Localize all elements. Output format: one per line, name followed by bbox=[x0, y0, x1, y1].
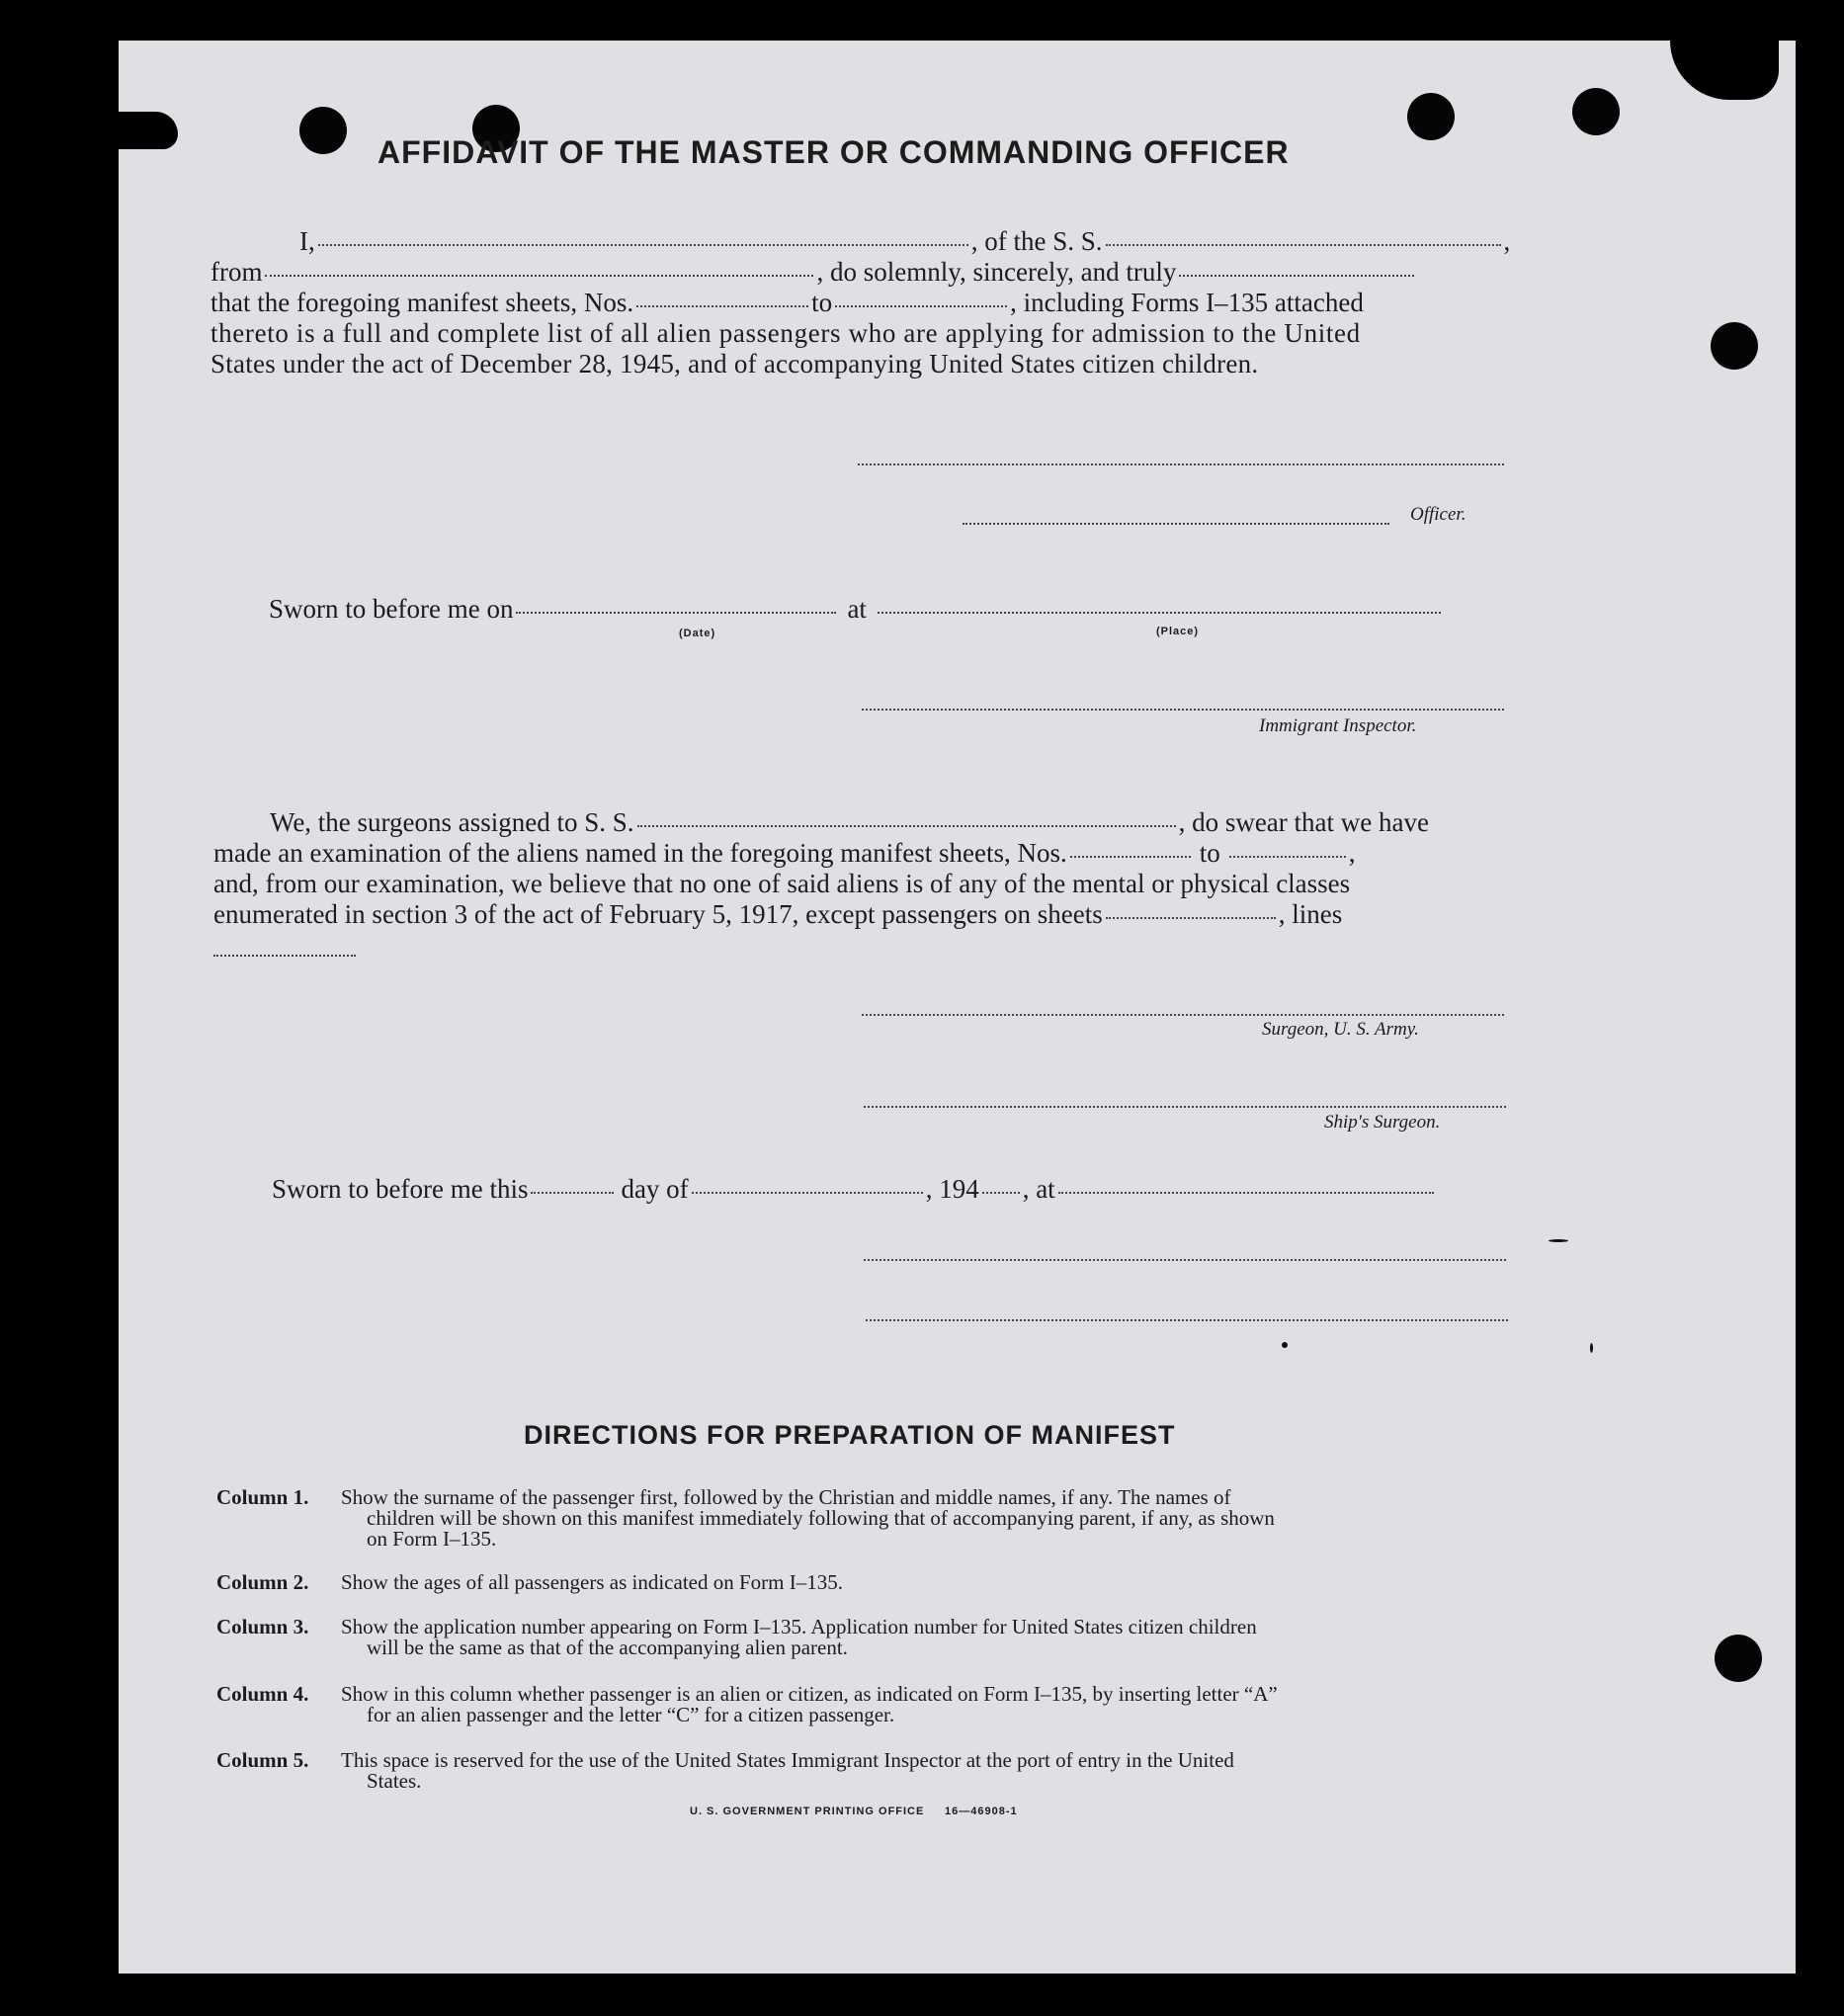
surgeons-line-4: enumerated in section 3 of the act of February 5, 1917, except passengers on sheets , lines bbox=[213, 899, 1343, 929]
surgeons-line-2: made an examination of the aliens named in the foregoing manifest sheets, Nos. to , bbox=[213, 838, 1356, 868]
sworn-line-2: Sworn to before me this day of , 194 , at bbox=[272, 1174, 1437, 1205]
sworn-signature-line-1[interactable] bbox=[864, 1259, 1506, 1261]
affidavit-line-5: States under the act of December 28, 1945, and of accompanying United States citizen children. bbox=[210, 349, 1259, 378]
surgeon-ship-blank[interactable] bbox=[637, 824, 1176, 827]
speck bbox=[1590, 1343, 1593, 1353]
direction-column-label: Column 5. bbox=[216, 1748, 309, 1772]
surgeon-sheet-from-blank[interactable] bbox=[1070, 855, 1191, 858]
name-blank[interactable] bbox=[318, 243, 968, 246]
affidavit-title: AFFIDAVIT OF THE MASTER OR COMMANDING OFFICER bbox=[377, 134, 1290, 170]
direction-column-label: Column 1. bbox=[216, 1485, 309, 1509]
inspector-signature-line[interactable] bbox=[862, 709, 1504, 711]
punch-hole bbox=[1711, 322, 1758, 370]
speck bbox=[1282, 1342, 1288, 1348]
direction-text: Show the application number appearing on Form I–135. Application number for United States citizen children bbox=[341, 1615, 1257, 1638]
sheet-from-blank[interactable] bbox=[636, 304, 808, 307]
direction-text: on Form I–135. bbox=[367, 1527, 497, 1551]
sworn-date-blank[interactable] bbox=[516, 611, 836, 614]
affidavit-line-3: that the foregoing manifest sheets, Nos. to , including Forms I–135 attached bbox=[210, 288, 1364, 317]
directions-title: DIRECTIONS FOR PREPARATION OF MANIFEST bbox=[524, 1420, 1176, 1450]
day-blank[interactable] bbox=[531, 1191, 614, 1194]
from-blank[interactable] bbox=[265, 274, 813, 277]
place-caption: (Place) bbox=[1156, 626, 1200, 637]
sworn-place-blank[interactable] bbox=[878, 611, 1441, 614]
direction-text: States. bbox=[367, 1769, 422, 1793]
direction-text: This space is reserved for the use of the United States Immigrant Inspector at the port of entry in the United bbox=[341, 1748, 1234, 1772]
direction-text: Show the surname of the passenger first, followed by the Christian and middle names, if any. The names of bbox=[341, 1485, 1231, 1509]
month-blank[interactable] bbox=[692, 1191, 923, 1194]
sworn-at-blank[interactable] bbox=[1058, 1191, 1434, 1194]
sheet-to-blank[interactable] bbox=[835, 304, 1007, 307]
form-sheet bbox=[119, 41, 1796, 1974]
ship-surgeon-signature-line[interactable] bbox=[864, 1106, 1506, 1108]
punch-hole bbox=[299, 107, 347, 154]
lines-blank[interactable] bbox=[213, 955, 356, 957]
direction-text: children will be shown on this manifest immediately following that of accompanying parent, if any, as shown bbox=[367, 1506, 1275, 1530]
footer-office: U. S. GOVERNMENT PRINTING OFFICE bbox=[690, 1806, 925, 1817]
torn-edge bbox=[119, 112, 178, 149]
year-blank[interactable] bbox=[982, 1191, 1020, 1194]
officer-signature-line[interactable] bbox=[858, 463, 1504, 465]
army-surgeon-label: Surgeon, U. S. Army. bbox=[1262, 1019, 1419, 1040]
surgeon-sheet-to-blank[interactable] bbox=[1229, 855, 1346, 858]
punch-hole bbox=[1572, 88, 1620, 135]
army-surgeon-signature-line[interactable] bbox=[862, 1014, 1504, 1016]
officer-title-line[interactable] bbox=[963, 523, 1389, 525]
sworn-line-1: Sworn to before me on at bbox=[269, 594, 1444, 625]
direction-column-label: Column 2. bbox=[216, 1570, 309, 1594]
torn-corner bbox=[1670, 41, 1779, 100]
ship-surgeon-label: Ship's Surgeon. bbox=[1324, 1112, 1441, 1133]
affidavit-line-2: from , do solemnly, sincerely, and truly bbox=[210, 257, 1417, 288]
date-caption: (Date) bbox=[679, 628, 716, 639]
affidavit-line-4: thereto is a full and complete list of all alien passengers who are applying for admission to the United bbox=[210, 318, 1361, 348]
direction-text: for an alien passenger and the letter “C” for a citizen passenger. bbox=[367, 1703, 895, 1726]
sworn-signature-line-2[interactable] bbox=[866, 1319, 1508, 1321]
direction-column-label: Column 3. bbox=[216, 1615, 309, 1638]
inspector-label: Immigrant Inspector. bbox=[1259, 715, 1417, 736]
ship-blank[interactable] bbox=[1106, 243, 1501, 246]
direction-column-label: Column 4. bbox=[216, 1682, 309, 1706]
surgeons-line-1: We, the surgeons assigned to S. S. , do swear that we have bbox=[270, 807, 1429, 837]
affidavit-line-1: I, , of the S. S. , bbox=[299, 226, 1511, 256]
officer-label: Officer. bbox=[1410, 504, 1467, 525]
speck bbox=[1549, 1239, 1568, 1242]
footer-code: 16—46908-1 bbox=[945, 1806, 1018, 1817]
direction-text: Show the ages of all passengers as indicated on Form I–135. bbox=[341, 1570, 843, 1594]
surgeons-line-3: and, from our examination, we believe that no one of said aliens is of any of the mental or physical classes bbox=[213, 869, 1351, 898]
truly-blank[interactable] bbox=[1179, 274, 1414, 277]
punch-hole bbox=[1407, 93, 1455, 140]
punch-hole bbox=[1715, 1635, 1762, 1682]
direction-text: Show in this column whether passenger is an alien or citizen, as indicated on Form I–135, by inserting letter “A” bbox=[341, 1682, 1278, 1706]
direction-text: will be the same as that of the accompanying alien parent. bbox=[367, 1636, 848, 1659]
except-sheets-blank[interactable] bbox=[1106, 916, 1276, 919]
